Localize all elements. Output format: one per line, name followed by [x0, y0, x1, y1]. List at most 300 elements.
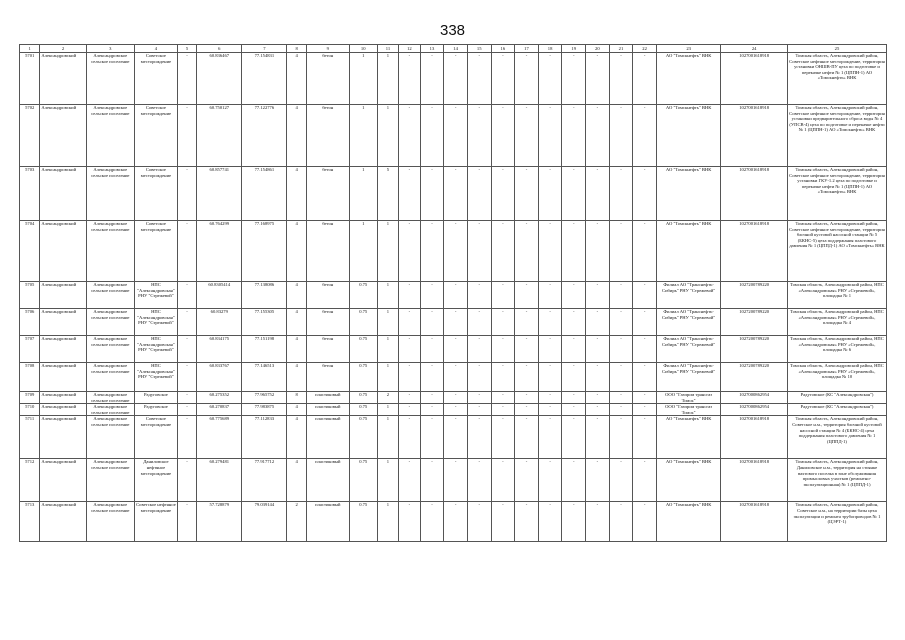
table-cell: - — [399, 404, 420, 416]
table-cell: - — [562, 221, 586, 282]
column-number-header: 9 — [306, 45, 349, 53]
table-cell: 5701 — [20, 53, 40, 105]
table-cell: 5709 — [20, 392, 40, 404]
column-number-header: 3 — [86, 45, 134, 53]
table-cell: - — [491, 416, 515, 459]
table-cell: - — [399, 53, 420, 105]
table-cell: 1027000862954 — [721, 404, 788, 416]
table-cell: - — [633, 502, 657, 542]
table-cell: 60.764299 — [197, 221, 242, 282]
table-cell: 1 — [377, 53, 398, 105]
table-cell: - — [444, 53, 468, 105]
table-cell: - — [444, 282, 468, 309]
column-number-header: 25 — [787, 45, 886, 53]
table-cell: - — [515, 282, 539, 309]
table-cell: - — [515, 502, 539, 542]
table-cell: 77.112833 — [242, 416, 287, 459]
table-cell: 1 — [377, 282, 398, 309]
column-number-header: 15 — [467, 45, 491, 53]
table-cell: - — [420, 105, 444, 167]
table-cell: 60.275352 — [197, 392, 242, 404]
table-cell: - — [467, 459, 491, 502]
table-cell: - — [399, 363, 420, 392]
table-cell: - — [444, 336, 468, 363]
table-cell: 5703 — [20, 167, 40, 221]
table-cell: - — [538, 167, 562, 221]
table-cell: - — [177, 221, 196, 282]
table-cell: 5702 — [20, 105, 40, 167]
table-cell: - — [420, 53, 444, 105]
table-cell: - — [467, 392, 491, 404]
table-cell: - — [562, 167, 586, 221]
table-cell: Александровский — [40, 309, 86, 336]
table-cell: - — [633, 309, 657, 336]
table-cell: Александровское сельское поселение — [86, 105, 134, 167]
table-cell: ООО "Газпром трансгаз Томск" — [656, 392, 720, 404]
table-cell: - — [562, 105, 586, 167]
table-cell: - — [491, 282, 515, 309]
table-cell: - — [399, 105, 420, 167]
column-number-header: 10 — [349, 45, 377, 53]
table-cell: - — [420, 392, 444, 404]
column-number-header: 17 — [515, 45, 539, 53]
table-cell: 60.833767 — [197, 363, 242, 392]
table-cell: - — [177, 309, 196, 336]
table-cell: - — [491, 392, 515, 404]
table-cell: Советское нефтяное месторождение — [134, 502, 177, 542]
table-cell: Александровский — [40, 282, 86, 309]
table-cell: - — [444, 404, 468, 416]
table-cell: АО "Томскнефть" ВНК — [656, 502, 720, 542]
table-cell: - — [467, 167, 491, 221]
page-number: 338 — [439, 22, 466, 39]
table-cell: 60.8305414 — [197, 282, 242, 309]
column-number-header: 21 — [609, 45, 633, 53]
table-cell: бетон — [306, 363, 349, 392]
table-cell: 0.75 — [349, 309, 377, 336]
table-cell: 4 — [287, 363, 306, 392]
table-cell: 1 — [377, 336, 398, 363]
table-cell: пластиковый — [306, 392, 349, 404]
table-cell: - — [444, 392, 468, 404]
table-cell: - — [562, 309, 586, 336]
table-cell: - — [515, 459, 539, 502]
table-row — [20, 392, 887, 404]
table-cell: Советское месторождение — [134, 167, 177, 221]
table-cell: НПС "Александровская" РНУ "Стрежевой" — [134, 309, 177, 336]
table-cell: - — [586, 392, 610, 404]
table-cell: - — [538, 363, 562, 392]
column-number-header: 24 — [721, 45, 788, 53]
table-cell: Александровский — [40, 105, 86, 167]
column-number-header: 12 — [399, 45, 420, 53]
table-cell: 60.270837 — [197, 404, 242, 416]
table-cell: - — [399, 416, 420, 459]
table-cell: - — [538, 416, 562, 459]
table-cell: - — [609, 392, 633, 404]
table-cell: Радуговское (КС "Александровская") — [787, 392, 886, 404]
table-cell: 1027200789220 — [721, 336, 788, 363]
table-cell: 1 — [377, 105, 398, 167]
table-cell: - — [177, 404, 196, 416]
table-row — [20, 282, 887, 309]
table-cell: - — [633, 221, 657, 282]
table-cell: - — [399, 282, 420, 309]
table-cell: - — [444, 459, 468, 502]
table-cell: - — [515, 336, 539, 363]
table-cell: - — [609, 167, 633, 221]
table-cell: Александровский — [40, 363, 86, 392]
column-number-header: 1 — [20, 45, 40, 53]
table-cell: - — [586, 416, 610, 459]
table-cell: - — [467, 416, 491, 459]
table-row — [20, 53, 887, 105]
table-cell: - — [420, 309, 444, 336]
table-cell: 0.75 — [349, 392, 377, 404]
table-cell: 1 — [377, 309, 398, 336]
table-cell: - — [444, 416, 468, 459]
table-cell: - — [444, 363, 468, 392]
table-cell: АО "Томскнефть" ВНК — [656, 105, 720, 167]
table-cell: - — [609, 363, 633, 392]
table-cell: - — [399, 221, 420, 282]
table-cell: - — [515, 363, 539, 392]
table-cell: бетон — [306, 282, 349, 309]
table-cell: 0.75 — [349, 336, 377, 363]
table-row — [20, 416, 887, 459]
table-cell: Александровский — [40, 404, 86, 416]
table-cell: 5705 — [20, 282, 40, 309]
table-row — [20, 167, 887, 221]
table-cell: АО "Томскнефть" ВНК — [656, 167, 720, 221]
column-number-header: 5 — [177, 45, 196, 53]
table-cell: 4 — [287, 282, 306, 309]
table-cell: - — [515, 53, 539, 105]
table-cell: - — [177, 53, 196, 105]
table-cell: Александровский — [40, 416, 86, 459]
table-cell: - — [491, 502, 515, 542]
table-cell: - — [609, 221, 633, 282]
table-cell: - — [515, 309, 539, 336]
table-cell: 5707 — [20, 336, 40, 363]
table-cell: 77.146513 — [242, 363, 287, 392]
table-cell: 1027000862954 — [721, 392, 788, 404]
table-cell: - — [633, 416, 657, 459]
column-number-row — [20, 45, 887, 53]
table-cell: - — [420, 221, 444, 282]
table-cell: - — [609, 105, 633, 167]
table-cell: Томская область, Александровский район, НПС «Александровская» РНУ «Стрежевой», площадка № 10 — [787, 363, 886, 392]
table-cell: - — [586, 404, 610, 416]
table-cell: - — [467, 282, 491, 309]
table-cell: бетон — [306, 221, 349, 282]
table-cell: - — [609, 309, 633, 336]
table-cell: 1 — [377, 221, 398, 282]
table-cell: НПС "Александровская" РНУ "Стрежевой" — [134, 336, 177, 363]
table-cell: Александровское сельское поселение — [86, 221, 134, 282]
table-cell: 1027001618918 — [721, 416, 788, 459]
table-row — [20, 105, 887, 167]
table-cell: - — [562, 459, 586, 502]
table-cell: - — [538, 105, 562, 167]
table-cell: - — [538, 502, 562, 542]
table-cell: - — [609, 459, 633, 502]
table-cell: - — [562, 404, 586, 416]
table-cell: 4 — [287, 309, 306, 336]
table-cell: 77.154861 — [242, 167, 287, 221]
table-cell: - — [399, 167, 420, 221]
table-cell: НПС "Александровская" РНУ "Стрежевой" — [134, 282, 177, 309]
table-cell: - — [586, 167, 610, 221]
table-cell: 77.168975 — [242, 221, 287, 282]
table-cell: 0.75 — [349, 416, 377, 459]
table-cell: - — [538, 392, 562, 404]
table-cell: пластиковый — [306, 459, 349, 502]
table-cell: Александровское сельское поселение — [86, 336, 134, 363]
table-cell: 1 — [349, 105, 377, 167]
table-cell: - — [633, 363, 657, 392]
table-cell: 1027001618918 — [721, 167, 788, 221]
table-cell: 1027200789220 — [721, 363, 788, 392]
table-cell: - — [467, 53, 491, 105]
table-cell: 5706 — [20, 309, 40, 336]
table-cell: - — [609, 416, 633, 459]
table-cell: - — [586, 221, 610, 282]
table-cell: Александровское сельское поселение — [86, 53, 134, 105]
table-cell: Томская область, Александровский район, НПС «Александровская» РНУ «Стрежевой», площадка № 1 — [787, 282, 886, 309]
table-cell: Томская область, Александровский район, Советское н.м., территория блочной кустовой насосной станции № 4 (БКНС-4) цеха поддержания пластового давления № 1 (ЦППД-1) — [787, 416, 886, 459]
table-cell: - — [586, 459, 610, 502]
table-cell: - — [177, 336, 196, 363]
table-cell: - — [586, 502, 610, 542]
table-cell: Томская область, Александровский район, НПС «Александровская» РНУ «Стрежевой», площадка № 4 — [787, 309, 886, 336]
registry-table — [19, 44, 887, 542]
table-cell: бетон — [306, 309, 349, 336]
table-cell: 5 — [377, 167, 398, 221]
table-cell: 5710 — [20, 404, 40, 416]
table-cell: - — [177, 105, 196, 167]
table-cell: - — [562, 282, 586, 309]
table-cell: - — [538, 404, 562, 416]
table-cell: 77.122776 — [242, 105, 287, 167]
table-cell: 4 — [287, 105, 306, 167]
table-cell: - — [586, 282, 610, 309]
column-number-header: 16 — [491, 45, 515, 53]
table-cell: Филиал АО "Транснефть-Сибирь" РНУ "Стрежевой" — [656, 282, 720, 309]
table-cell: - — [562, 363, 586, 392]
table-cell: 1027200789220 — [721, 282, 788, 309]
table-cell: 4 — [287, 221, 306, 282]
table-cell: бетон — [306, 167, 349, 221]
table-cell: - — [399, 392, 420, 404]
table-cell: 1 — [377, 404, 398, 416]
table-cell: Александровское сельское поселение — [86, 309, 134, 336]
table-cell: Александровское сельское поселение — [86, 167, 134, 221]
table-cell: пластиковый — [306, 416, 349, 459]
table-cell: Даниловское нефтяное месторождение — [134, 459, 177, 502]
table-cell: - — [538, 221, 562, 282]
table-cell: бетон — [306, 53, 349, 105]
table-cell: 77.138086 — [242, 282, 287, 309]
table-cell: 1027001618918 — [721, 105, 788, 167]
table-cell: - — [515, 404, 539, 416]
table-cell: 60.857741 — [197, 167, 242, 221]
table-cell: 5712 — [20, 459, 40, 502]
table-cell: 1027001618918 — [721, 53, 788, 105]
table-cell: пластиковый — [306, 502, 349, 542]
table-cell: - — [609, 336, 633, 363]
table-cell: - — [491, 167, 515, 221]
table-cell: 5704 — [20, 221, 40, 282]
column-number-header: 22 — [633, 45, 657, 53]
table-cell: Советское месторождение — [134, 416, 177, 459]
table-cell: 77.965752 — [242, 392, 287, 404]
table-cell: Александровский — [40, 392, 86, 404]
table-cell: - — [586, 309, 610, 336]
table-row — [20, 502, 887, 542]
table-cell: - — [633, 459, 657, 502]
table-cell: Александровский — [40, 221, 86, 282]
table-cell: 5713 — [20, 502, 40, 542]
table-cell: - — [420, 459, 444, 502]
table-cell: 79.039144 — [242, 502, 287, 542]
table-cell: - — [515, 392, 539, 404]
table-cell: Александровское сельское поселение — [86, 416, 134, 459]
table-cell: - — [467, 221, 491, 282]
table-cell: Александровский — [40, 502, 86, 542]
table-cell: - — [420, 404, 444, 416]
column-number-header: 14 — [444, 45, 468, 53]
table-cell: 0.75 — [349, 282, 377, 309]
table-cell: Советское месторождение — [134, 53, 177, 105]
table-cell: - — [420, 416, 444, 459]
table-cell: 60.775689 — [197, 416, 242, 459]
table-cell: - — [633, 336, 657, 363]
table-cell: - — [515, 105, 539, 167]
table-cell: - — [467, 309, 491, 336]
table-cell: 57.728879 — [197, 502, 242, 542]
table-cell: - — [633, 392, 657, 404]
table-cell: - — [177, 167, 196, 221]
table-cell: - — [491, 53, 515, 105]
table-cell: 60.836467 — [197, 53, 242, 105]
table-cell: - — [538, 309, 562, 336]
table-cell: Александровское сельское поселение — [86, 459, 134, 502]
table-cell: Томская область, Александровский район, НПС «Александровская» РНУ «Стрежевой», площадка № 6 — [787, 336, 886, 363]
table-cell: пластиковый — [306, 404, 349, 416]
column-number-header: 13 — [420, 45, 444, 53]
table-cell: - — [538, 282, 562, 309]
table-cell: - — [177, 416, 196, 459]
table-cell: 0.75 — [349, 502, 377, 542]
table-cell: - — [562, 336, 586, 363]
table-cell: 1027001618918 — [721, 502, 788, 542]
table-cell: 1 — [377, 416, 398, 459]
table-cell: - — [177, 282, 196, 309]
table-cell: - — [491, 404, 515, 416]
table-cell: - — [444, 309, 468, 336]
table-cell: - — [177, 502, 196, 542]
table-cell: Томская область, Александровский район, Даниловское н.м., территория на стоянке вахтового поселка в зоне обслуживания промысловых участков (ремонтно-эксплуатационная) № 1 (ЦППД-1) — [787, 459, 886, 502]
table-cell: Томская область, Александровский район, Советское н.м., на территории базы цеха эксплуатации и ремонта трубопроводов № 1 (ЦЭРТ-1) — [787, 502, 886, 542]
column-number-header: 11 — [377, 45, 398, 53]
table-cell: - — [562, 502, 586, 542]
table-cell: - — [491, 336, 515, 363]
table-cell: - — [609, 53, 633, 105]
table-cell: 60.750127 — [197, 105, 242, 167]
table-row — [20, 459, 887, 502]
column-number-header: 7 — [242, 45, 287, 53]
table-cell: - — [491, 363, 515, 392]
table-cell: Александровский — [40, 459, 86, 502]
table-cell: 0.75 — [349, 363, 377, 392]
table-cell: - — [467, 502, 491, 542]
table-cell: 1027001618918 — [721, 221, 788, 282]
table-cell: 60.834175 — [197, 336, 242, 363]
table-cell: - — [538, 336, 562, 363]
table-cell: - — [586, 336, 610, 363]
table-cell: 2 — [287, 502, 306, 542]
table-cell: - — [491, 105, 515, 167]
table-cell: АО "Томскнефть" ВНК — [656, 221, 720, 282]
table-cell: Советское месторождение — [134, 105, 177, 167]
table-cell: Томская область, Александровский район, Советское нефтяное месторождение, территория установки ОНШВ-ПУ цеха по подготовке и перекачке нефти № 1 (ЦППН-1) АО «Томскнефть» ВНК — [787, 53, 886, 105]
column-number-header: 2 — [40, 45, 86, 53]
registry-table-body — [20, 53, 887, 542]
table-cell: 77.983875 — [242, 404, 287, 416]
table-cell: 1027001618918 — [721, 459, 788, 502]
table-cell: 4 — [287, 336, 306, 363]
table-row — [20, 363, 887, 392]
table-cell: АО "Томскнефть" ВНК — [656, 416, 720, 459]
table-row — [20, 336, 887, 363]
table-cell: 77.154831 — [242, 53, 287, 105]
table-cell: 4 — [287, 416, 306, 459]
table-cell: Филиал АО "Транснефть-Сибирь" РНУ "Стрежевой" — [656, 363, 720, 392]
table-row — [20, 221, 887, 282]
table-cell: - — [177, 363, 196, 392]
table-cell: - — [399, 502, 420, 542]
table-cell: - — [467, 404, 491, 416]
table-cell: - — [420, 167, 444, 221]
table-cell: 8 — [287, 392, 306, 404]
table-cell: Радуговское — [134, 392, 177, 404]
column-number-header: 6 — [197, 45, 242, 53]
table-cell: АО "Томскнефть" ВНК — [656, 53, 720, 105]
table-row — [20, 404, 887, 416]
table-cell: - — [633, 167, 657, 221]
table-cell: - — [562, 392, 586, 404]
table-cell: 1 — [349, 53, 377, 105]
column-number-header: 19 — [562, 45, 586, 53]
table-cell: 77.151198 — [242, 336, 287, 363]
table-cell: - — [633, 53, 657, 105]
table-cell: - — [420, 363, 444, 392]
table-cell: 1 — [349, 221, 377, 282]
table-cell: 4 — [287, 404, 306, 416]
table-cell: - — [538, 459, 562, 502]
table-cell: 77.917712 — [242, 459, 287, 502]
table-cell: 5711 — [20, 416, 40, 459]
column-number-header: 8 — [287, 45, 306, 53]
table-cell: - — [562, 416, 586, 459]
table-cell: - — [420, 336, 444, 363]
table-cell: 4 — [287, 459, 306, 502]
table-cell: - — [633, 105, 657, 167]
table-cell: - — [399, 336, 420, 363]
table-cell: Александровское сельское поселение — [86, 282, 134, 309]
table-cell: Александровское сельское поселение — [86, 404, 134, 416]
